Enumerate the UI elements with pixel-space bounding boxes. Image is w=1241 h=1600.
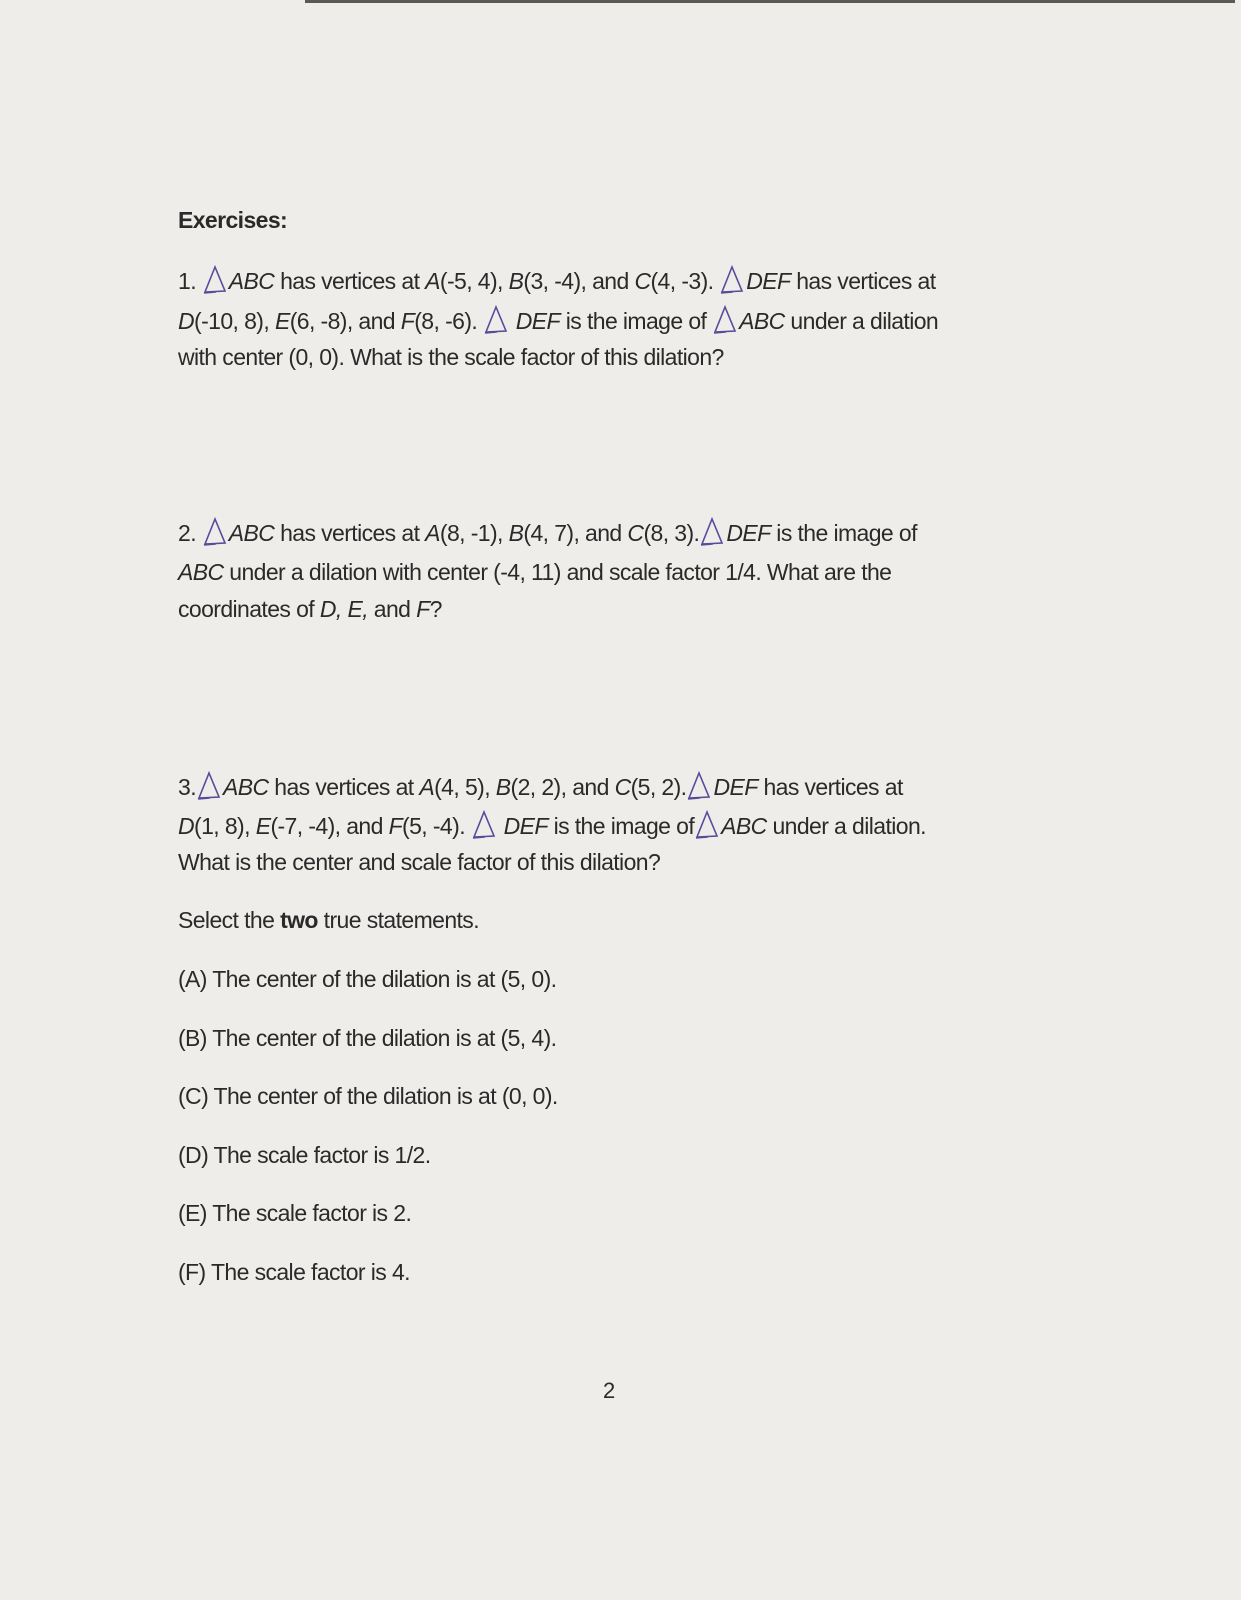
text-segment: is the image of <box>559 308 713 334</box>
text-segment: E <box>274 308 290 334</box>
triangle-symbol-icon <box>202 517 228 547</box>
option-e <box>178 1198 411 1228</box>
text-segment: (B) The center of the dilation is at (5, 4). <box>178 1025 557 1051</box>
text-segment: A <box>425 268 440 294</box>
option-d <box>178 1140 431 1170</box>
text-segment: A <box>419 774 435 800</box>
text-segment: (5, 2). <box>630 774 687 800</box>
text-segment: (C) The center of the dilation is at (0, 0). <box>178 1083 558 1109</box>
q2-line-1 <box>178 517 917 548</box>
text-segment: Select the <box>178 907 281 933</box>
text-segment: (8, -1), <box>439 520 509 546</box>
text-segment: (6, -8), and <box>289 308 401 334</box>
page-number: 2 <box>603 1378 616 1403</box>
option-a <box>178 964 556 994</box>
text-segment: ABC <box>739 308 785 334</box>
option-f <box>178 1257 410 1287</box>
text-segment: (5, -4). <box>402 813 471 839</box>
text-segment: (1, 8), <box>194 813 256 839</box>
text-segment: B <box>495 774 511 800</box>
triangle-symbol-icon <box>202 265 228 295</box>
text-segment: (8, -6). <box>414 308 483 334</box>
text-segment: D <box>178 308 195 334</box>
text-segment: (E) The scale factor is 2. <box>178 1200 412 1226</box>
text-segment: under a dilation with center (-4, 11) and scale factor 1/4. What are the <box>223 559 892 585</box>
text-segment: DEF <box>509 308 560 334</box>
q2-line-3 <box>178 594 442 624</box>
text-segment: C <box>627 520 644 546</box>
triangle-symbol-icon <box>196 771 222 801</box>
triangle-symbol-icon <box>719 265 745 295</box>
option-b <box>178 1023 556 1053</box>
text-segment: has vertices at <box>274 268 426 294</box>
text-segment: F <box>400 308 415 334</box>
text-segment: has vertices at <box>274 520 426 546</box>
text-segment: (F) The scale factor is 4. <box>178 1259 410 1285</box>
q1-line-1 <box>178 265 936 296</box>
q2-line-2 <box>178 557 891 587</box>
text-segment: B <box>508 268 524 294</box>
q3-line-3 <box>178 847 660 877</box>
text-segment: under a dilation. <box>766 813 926 839</box>
text-segment: two <box>280 907 318 933</box>
text-segment: ABC <box>228 520 275 546</box>
text-segment: under a dilation <box>784 308 939 334</box>
text-segment: E <box>255 813 271 839</box>
text-segment: 1. <box>178 268 202 294</box>
q1-line-2 <box>178 305 938 336</box>
q3-line-2 <box>178 810 926 841</box>
text-segment: (4, 5), <box>434 774 496 800</box>
triangle-symbol-icon <box>483 305 509 335</box>
text-segment: (-7, -4), and <box>270 813 389 839</box>
text-segment: (4, 7), and <box>523 520 628 546</box>
text-segment: (2, 2), and <box>510 774 615 800</box>
text-segment: with center (0, 0). What is the scale factor of this dilation? <box>178 344 724 370</box>
text-segment: and <box>368 596 417 622</box>
text-segment: F <box>416 596 430 622</box>
text-segment: A <box>425 520 440 546</box>
text-segment: DEF <box>713 774 758 800</box>
text-segment: (3, -4), and <box>523 268 635 294</box>
q1-line-3 <box>178 342 724 372</box>
text-segment: (4, -3). <box>650 268 720 294</box>
text-segment: is the image of <box>547 813 695 839</box>
exercises-heading: Exercises: <box>178 207 288 233</box>
triangle-symbol-icon <box>699 517 725 547</box>
text-segment: DEF <box>746 268 791 294</box>
page-top-edge <box>305 0 1235 3</box>
text-segment: What is the center and scale factor of this dilation? <box>178 849 661 875</box>
text-segment: B <box>508 520 524 546</box>
text-segment: ABC <box>178 559 224 585</box>
text-segment: ABC <box>222 774 269 800</box>
text-segment: is the image of <box>770 520 917 546</box>
text-segment: C <box>614 774 631 800</box>
q3-line-1 <box>178 771 903 802</box>
triangle-symbol-icon <box>712 305 738 335</box>
text-segment: D <box>178 813 195 839</box>
text-segment: coordinates of <box>178 596 320 622</box>
text-segment: (-5, 4), <box>439 268 509 294</box>
text-segment: 2. <box>178 520 202 546</box>
text-segment: has vertices at <box>268 774 420 800</box>
option-c <box>178 1081 558 1111</box>
text-segment: (D) The scale factor is 1/2. <box>178 1142 431 1168</box>
text-segment: 3. <box>178 774 196 800</box>
text-segment: (A) The center of the dilation is at (5, 0). <box>178 966 557 992</box>
text-segment: true statements. <box>317 907 479 933</box>
text-segment: DEF <box>726 520 771 546</box>
text-segment: C <box>634 268 651 294</box>
text-segment: D, E, <box>319 596 368 622</box>
text-segment: F <box>388 813 403 839</box>
q3-instruction <box>178 905 479 935</box>
triangle-symbol-icon <box>694 810 720 840</box>
text-segment: DEF <box>497 813 548 839</box>
triangle-symbol-icon <box>471 810 497 840</box>
triangle-symbol-icon <box>686 771 712 801</box>
text-segment: ABC <box>721 813 767 839</box>
text-segment: (8, 3). <box>643 520 700 546</box>
text-segment: ? <box>429 596 442 622</box>
text-segment: has vertices at <box>757 774 903 800</box>
text-segment: ABC <box>228 268 275 294</box>
text-segment: (-10, 8), <box>194 308 275 334</box>
text-segment: has vertices at <box>790 268 936 294</box>
